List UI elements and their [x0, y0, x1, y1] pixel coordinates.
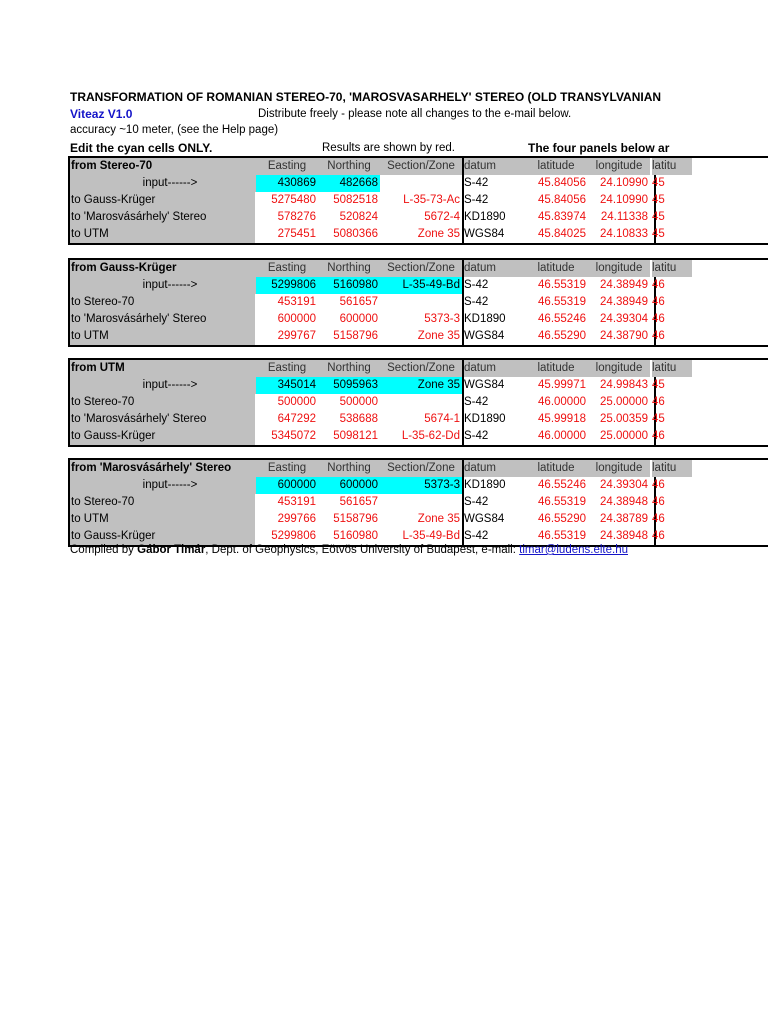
cell-lat: 46.00000	[538, 396, 586, 408]
cell-datum: S-42	[464, 430, 489, 442]
column-header-northing: Northing	[318, 260, 380, 277]
input-cell-northing[interactable]: 600000	[318, 477, 380, 494]
row-label: to 'Marosvásárhely' Stereo	[70, 209, 255, 226]
column-header-datum: datum	[464, 158, 524, 175]
cell-datum: WGS84	[464, 330, 505, 342]
row-label: input------>	[70, 175, 262, 192]
table-row	[70, 175, 768, 192]
cell-lat: 46.55319	[538, 296, 586, 308]
input-cell-easting[interactable]: 5299806	[256, 277, 318, 294]
footer	[70, 542, 628, 558]
panel-4	[68, 458, 768, 547]
column-header-extra: latitu	[652, 260, 692, 277]
cell-lat: 46.55290	[538, 330, 586, 342]
column-header-easting: Easting	[256, 460, 318, 477]
cell-northing: 5082518	[333, 194, 378, 206]
column-header-easting: Easting	[256, 260, 318, 277]
cell-northing: 5160980	[333, 530, 378, 542]
cell-lon: 24.38948	[600, 496, 648, 508]
column-header-lat: latitude	[524, 158, 588, 175]
accuracy-note: accuracy ~10 meter, (see the Help page)	[70, 124, 279, 136]
four-panels-note: The four panels below ar	[528, 141, 670, 155]
panel-border-bottom	[68, 345, 768, 347]
cell-lon: 25.00000	[600, 430, 648, 442]
cell-datum: WGS84	[464, 379, 505, 391]
cell-northing: 600000	[339, 313, 378, 325]
column-header-northing: Northing	[318, 360, 380, 377]
cell-easting: 5299806	[271, 530, 316, 542]
row-label: to Stereo-70	[70, 394, 255, 411]
cell-northing: 538688	[339, 413, 378, 425]
results-note: Results are shown by red.	[322, 142, 455, 154]
row-label: input------>	[70, 277, 262, 294]
panel-border-bottom	[68, 445, 768, 447]
table-row	[70, 192, 768, 209]
footer-author: Gábor Timár	[137, 544, 206, 556]
panel-1	[68, 156, 768, 245]
cell-datum: KD1890	[464, 313, 506, 325]
cell-extra: 46	[652, 530, 665, 542]
input-cell-northing[interactable]: 482668	[318, 175, 380, 192]
cell-easting: 275451	[277, 228, 316, 240]
input-cell-section[interactable]: L-35-49-Bd	[380, 277, 462, 294]
column-header-lon: longitude	[588, 158, 650, 175]
cell-datum: S-42	[464, 177, 489, 189]
footer-affiliation: , Dept. of Geophysics, Eötvös University of Budapest, e-mail:	[205, 544, 520, 556]
row-label: input------>	[70, 477, 262, 494]
table-row	[70, 377, 768, 394]
column-header-datum: datum	[464, 360, 524, 377]
cell-lat: 46.55246	[538, 313, 586, 325]
panel-title: from Stereo-70	[70, 158, 257, 175]
cell-lon: 24.38948	[600, 530, 648, 542]
input-cell-northing[interactable]: 5160980	[318, 277, 380, 294]
cell-section	[380, 175, 462, 192]
cell-section: L-35-49-Bd	[402, 530, 460, 542]
cell-extra: 45	[652, 177, 665, 189]
cell-easting: 299766	[277, 513, 316, 525]
row-label: to UTM	[70, 328, 255, 345]
cell-lat: 45.84056	[538, 194, 586, 206]
cell-datum: S-42	[464, 496, 489, 508]
cell-lon: 24.11338	[600, 211, 648, 223]
row-label: to UTM	[70, 511, 255, 528]
cell-easting: 600000	[277, 313, 316, 325]
cell-section: L-35-62-Dd	[401, 430, 460, 442]
cell-lat: 46.55319	[538, 279, 586, 291]
table-row	[70, 511, 768, 528]
panel-header-row	[70, 360, 768, 377]
column-header-datum: datum	[464, 460, 524, 477]
panel-2	[68, 258, 768, 347]
cell-easting: 453191	[277, 296, 316, 308]
cell-datum: S-42	[464, 530, 489, 542]
table-row	[70, 277, 768, 294]
cell-lat: 46.00000	[538, 430, 586, 442]
row-label: to Gauss-Krüger	[70, 428, 255, 445]
table-row	[70, 328, 768, 345]
panel-title: from Gauss-Krüger	[70, 260, 257, 277]
cell-lon: 25.00359	[600, 413, 648, 425]
cell-northing: 5158796	[333, 513, 378, 525]
cell-lon: 25.00000	[600, 396, 648, 408]
cell-northing: 500000	[339, 396, 378, 408]
cell-extra: 46	[652, 330, 665, 342]
cell-northing: 5158796	[333, 330, 378, 342]
cell-section	[380, 394, 462, 411]
column-header-lat: latitude	[524, 360, 588, 377]
cell-datum: S-42	[464, 296, 489, 308]
panel-title: from 'Marosvásárhely' Stereo	[70, 460, 257, 477]
table-row	[70, 294, 768, 311]
row-label: to 'Marosvásárhely' Stereo	[70, 411, 255, 428]
cell-section	[380, 294, 462, 311]
column-header-lon: longitude	[588, 360, 650, 377]
cell-lon: 24.39304	[600, 313, 648, 325]
row-label: to Stereo-70	[70, 494, 255, 511]
table-row	[70, 394, 768, 411]
column-header-easting: Easting	[256, 360, 318, 377]
cell-datum: KD1890	[464, 479, 506, 491]
cell-datum: KD1890	[464, 413, 506, 425]
panel-header-row	[70, 260, 768, 277]
cell-extra: 46	[652, 513, 665, 525]
cell-lat: 45.99918	[538, 413, 586, 425]
column-header-datum: datum	[464, 260, 524, 277]
cell-lon: 24.10833	[600, 228, 648, 240]
panel-3	[68, 358, 768, 447]
cell-lat: 46.55246	[538, 479, 586, 491]
cell-lat: 45.84056	[538, 177, 586, 189]
cell-extra: 46	[652, 313, 665, 325]
cell-lon: 24.99843	[600, 379, 648, 391]
cell-lon: 24.38789	[600, 513, 648, 525]
cell-lon: 24.39304	[600, 479, 648, 491]
edit-note: Edit the cyan cells ONLY.	[70, 141, 213, 155]
column-header-extra: latitu	[652, 360, 692, 377]
cell-easting: 299767	[277, 330, 316, 342]
cell-section: 5672-4	[424, 211, 460, 223]
table-row	[70, 411, 768, 428]
input-cell-easting[interactable]: 430869	[256, 175, 318, 192]
column-header-section: Section/Zone	[380, 360, 462, 377]
cell-lat: 46.55319	[538, 530, 586, 542]
cell-extra: 45	[652, 211, 665, 223]
cell-extra: 46	[652, 479, 665, 491]
input-cell-section[interactable]: Zone 35	[380, 377, 462, 394]
row-label: to 'Marosvásárhely' Stereo	[70, 311, 255, 328]
cell-lon: 24.38790	[600, 330, 648, 342]
column-header-section: Section/Zone	[380, 260, 462, 277]
cell-section: Zone 35	[417, 228, 460, 240]
table-row	[70, 428, 768, 445]
cell-section: Zone 35	[417, 513, 460, 525]
cell-section	[380, 494, 462, 511]
table-row	[70, 311, 768, 328]
row-label: to Gauss-Krüger	[70, 192, 255, 209]
row-label: to Stereo-70	[70, 294, 255, 311]
table-row	[70, 209, 768, 226]
footer-email-link[interactable]: timar@ludens.elte.hu	[519, 544, 628, 556]
cell-extra: 45	[652, 194, 665, 206]
row-label: input------>	[70, 377, 262, 394]
table-row	[70, 494, 768, 511]
cell-extra: 46	[652, 496, 665, 508]
cell-easting: 647292	[277, 413, 316, 425]
cell-northing: 561657	[339, 496, 378, 508]
cell-lat: 46.55319	[538, 496, 586, 508]
cell-extra: 46	[652, 279, 665, 291]
cell-extra: 45	[652, 379, 665, 391]
cell-lat: 45.84025	[538, 228, 586, 240]
cell-extra: 46	[652, 396, 665, 408]
cell-lat: 45.83974	[538, 211, 586, 223]
cell-easting: 5345072	[271, 430, 316, 442]
row-label: to UTM	[70, 226, 255, 243]
column-header-lat: latitude	[524, 460, 588, 477]
cell-easting: 578276	[277, 211, 316, 223]
row-label: to Gauss-Krüger	[70, 528, 255, 545]
panel-title: from UTM	[70, 360, 257, 377]
cell-datum: WGS84	[464, 513, 505, 525]
column-header-section: Section/Zone	[380, 460, 462, 477]
distribute-note: Distribute freely - please note all changes to the e-mail below.	[258, 108, 572, 120]
table-row	[70, 226, 768, 243]
column-header-northing: Northing	[318, 158, 380, 175]
cell-datum: S-42	[464, 396, 489, 408]
column-header-extra: latitu	[652, 460, 692, 477]
cell-section: 5373-3	[424, 313, 460, 325]
cell-extra: 45	[652, 413, 665, 425]
cell-northing: 520824	[339, 211, 378, 223]
column-header-northing: Northing	[318, 460, 380, 477]
cell-lon: 24.38949	[600, 279, 648, 291]
cell-lat: 45.99971	[538, 379, 586, 391]
panel-border-bottom	[68, 243, 768, 245]
column-header-easting: Easting	[256, 158, 318, 175]
cell-lon: 24.38949	[600, 296, 648, 308]
input-cell-section[interactable]: 5373-3	[380, 477, 462, 494]
column-header-extra: latitu	[652, 158, 692, 175]
cell-extra: 46	[652, 296, 665, 308]
cell-extra: 46	[652, 430, 665, 442]
cell-extra: 45	[652, 228, 665, 240]
column-header-lon: longitude	[588, 460, 650, 477]
cell-northing: 5080366	[333, 228, 378, 240]
version-label: Viteaz V1.0	[70, 107, 133, 121]
cell-lat: 46.55290	[538, 513, 586, 525]
cell-northing: 561657	[339, 296, 378, 308]
cell-datum: WGS84	[464, 228, 505, 240]
column-header-lat: latitude	[524, 260, 588, 277]
panel-header-row	[70, 460, 768, 477]
cell-northing: 5098121	[333, 430, 378, 442]
input-cell-easting[interactable]: 345014	[256, 377, 318, 394]
cell-easting: 453191	[277, 496, 316, 508]
column-header-lon: longitude	[588, 260, 650, 277]
page-title: TRANSFORMATION OF ROMANIAN STEREO-70, 'MAROSVASARHELY' STEREO (OLD TRANSYLVANIAN	[70, 90, 662, 104]
cell-lon: 24.10990	[600, 177, 648, 189]
column-header-section: Section/Zone	[380, 158, 462, 175]
cell-easting: 5275480	[271, 194, 316, 206]
cell-easting: 500000	[277, 396, 316, 408]
panel-header-row	[70, 158, 768, 175]
input-cell-northing[interactable]: 5095963	[318, 377, 380, 394]
cell-section: 5674-1	[424, 413, 460, 425]
cell-datum: S-42	[464, 279, 489, 291]
cell-datum: S-42	[464, 194, 489, 206]
cell-section: L-35-73-Ac	[403, 194, 460, 206]
cell-datum: KD1890	[464, 211, 506, 223]
input-cell-easting[interactable]: 600000	[256, 477, 318, 494]
cell-lon: 24.10990	[600, 194, 648, 206]
footer-compiled-by: Compiled by	[70, 544, 138, 556]
cell-section: Zone 35	[417, 330, 460, 342]
table-row	[70, 477, 768, 494]
